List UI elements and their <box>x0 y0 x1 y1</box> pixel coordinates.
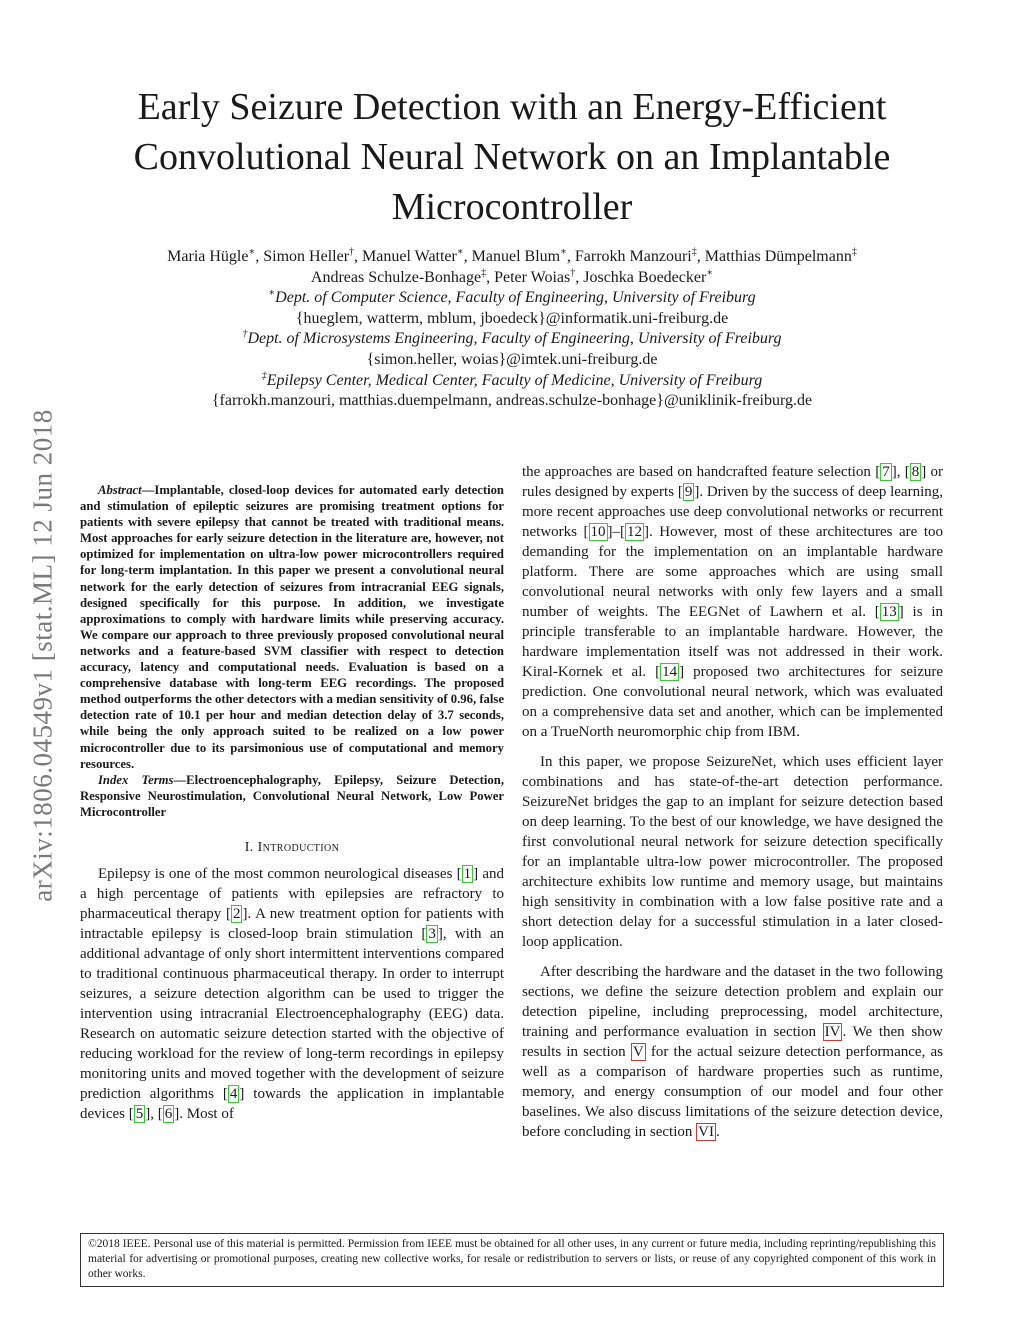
citation-link[interactable]: 7 <box>882 464 890 480</box>
citation-link[interactable]: 8 <box>911 464 920 480</box>
citation-link[interactable]: 4 <box>229 1085 238 1102</box>
copyright-notice: ©2018 IEEE. Personal use of this material is permitted. Permission from IEEE must be obtained for all other uses, in any current or future media, including reprinting/republishing this material for advertising or promotional purposes, creating new collective works, for resale or redistribution to servers or lists, or reuse of any copyrighted component of this work in other works. <box>80 1233 944 1287</box>
author: Manuel Watter∗ <box>362 246 464 265</box>
affiliation: ∗Dept. of Computer Science, Faculty of Engineering, University of Freiburg <box>268 287 756 307</box>
citation-link[interactable]: 6 <box>164 1105 173 1122</box>
arxiv-stamp <box>18 350 68 960</box>
citation-link[interactable]: 9 <box>684 484 693 500</box>
affiliation: †Dept. of Microsystems Engineering, Faculty of Engineering, University of Freiburg <box>242 329 782 348</box>
affiliation-emails: {simon.heller, woias}@imtek.uni-freiburg.de <box>366 350 658 368</box>
left-column <box>80 482 504 1124</box>
right-column <box>522 462 943 1142</box>
citation-link[interactable]: 5 <box>135 1105 144 1122</box>
author: Andreas Schulze-Bonhage‡ <box>310 267 487 286</box>
author: Maria Hügle∗ <box>167 246 256 265</box>
citation-link[interactable]: 13 <box>881 604 897 620</box>
author-block <box>80 247 944 412</box>
citation-link[interactable]: 1 <box>463 865 472 882</box>
arxiv-id: arXiv:1806.04549v1 [stat.ML] 12 Jun 2018 <box>27 408 58 902</box>
citation-link[interactable]: 10 <box>590 524 606 540</box>
citation-link[interactable]: 3 <box>428 925 436 942</box>
intro-paragraph: Epilepsy is one of the most common neurological diseases [ 1 ] and a high percentage of patients with epilepsies are refractory to pharmaceutical therapy [ 2 ]. A new treatment option for patients with intractable epilepsy is closed-loop brain stimulation [ 3 ], with an additional advantage of only short intermittent interventions compared to traditional continuous pharmaceutical therapy. In order to interrupt seizures, a seizure detection algorithm can be used to trigger the intervention using intracranial Electroencephalography (EEG) data. Research on automatic seizure detection started with the objective of reducing workload for the review of long-term recordings in epilepsy monitoring units and moved together with the development of seizure prediction algorithms [ 4 ] towards the application in implantable devices [ 5 ], [ 6 ]. Most of <box>80 865 505 1122</box>
author: Peter Woias† <box>494 267 576 286</box>
author: Manuel Blum∗ <box>471 246 567 265</box>
section-heading: I. Introduction <box>244 839 340 855</box>
citation-link[interactable]: 14 <box>662 664 678 680</box>
index-terms: Index Terms—Electroencephalography, Epilepsy, Seizure Detection, Responsive Neurostimulation, Convolutional Neural Network, Low Power Microcontroller <box>80 772 504 819</box>
affiliation-emails: {hueglem, watterm, mblum, jboedeck}@informatik.uni-freiburg.de <box>295 309 729 327</box>
author: Joschka Boedecker∗ <box>583 267 714 286</box>
author-line-2: Andreas Schulze-Bonhage‡, Peter Woias†, Joschka Boedecker∗ <box>310 267 714 286</box>
citation-link[interactable]: 2 <box>232 905 241 922</box>
paper-title: Early Seizure Detection with an Energy-Efficient Convolutional Neural Network on an Implantable Microcontroller <box>133 86 891 228</box>
body-paragraph: In this paper, we propose SeizureNet, which uses efficient layer combinations and has state-of-the-art detection performance. SeizureNet bridges the gap to an implant for seizure detection based on deep learning. To the best of our knowledge, we have designed the first convolutional neural network for seizure detection specifically for an implantable ultra-low power microcontroller. The proposed architecture exhibits low runtime and memory usage, but maintains high sensitivity in combination with a low false positive rate and a short detection delay for a successful stimulation in a later closed-loop application. <box>522 754 943 950</box>
affiliation-emails: {farrokh.manzouri, matthias.duempelmann, andreas.schulze-bonhage}@uniklinik-freiburg.de <box>211 392 813 410</box>
abstract: Abstract—Implantable, closed-loop devices for automated early detection and stimulation of epileptic seizures are promising treatment options for patients with severe epilepsy that cannot be treated with traditional means. Most approaches for early seizure detection in the literature are, however, not optimized for implementation on ultra-low power microcontrollers required for long-term implantation. In this paper we present a convolutional neural network for the early detection of seizures from intracranial EEG signals, designed specifically for this purpose. In addition, we investigate approximations to comply with hardware limits while preserving accuracy. We compare our approach to three previously proposed convolutional neural networks and a feature-based SVM classifier with respect to detection accuracy, latency and computational needs. Evaluation is based on a comprehensive database with long-term EEG recordings. The proposed method outperforms the other detectors with a median sensitivity of 0.96, false detection rate of 10.1 per hour and median detection delay of 3.7 seconds, while being the only approach suited to be realized on a low power microcontroller due to its parsimonious use of computational and memory resources. <box>80 483 504 771</box>
section-link[interactable]: VI <box>698 1124 714 1140</box>
body-paragraph: the approaches are based on handcrafted feature selection [ 7 ], [ 8 ] or rules designed by experts [ 9 ]. Driven by the success of deep learning, more recent approaches use deep convolutional networks or recurrent networks [ 10 ]–[ 12 ]. However, most of these architectures are too demanding for the implementation on an implantable hardware platform. There are some approaches which are using small convolutional neural networks with only few layers and a small number of weights. The EEGNet of Lawhern et al. [ 13 ] is in principle transferable to an implantable hardware. However, the hardware implementation itself was not addressed in their work. Kiral-Kornek et al. [ 14 ] proposed two architectures for seizure prediction. One convolutional neural network, which was evaluated on a comprehensive data set and another, which can be implemented on a TrueNorth neuromorphic chip from IBM. <box>522 464 944 740</box>
section-link[interactable]: V <box>632 1044 644 1060</box>
section-link[interactable]: IV <box>824 1024 841 1040</box>
body-paragraph: After describing the hardware and the dataset in the two following sections, we define the seizure detection problem and explain our detection pipeline, including preprocessing, model architecture, training and performance evaluation in section IV . We then show results in section V for the actual seizure detection performance, as well as a comparison of hardware properties such as runtime, memory, and energy consumption of our model and four other baselines. We also discuss limitations of the seizure detection device, before concluding in section VI . <box>522 964 943 1140</box>
author: Farrokh Manzouri‡ <box>574 246 697 265</box>
citation-link[interactable]: 12 <box>627 524 642 540</box>
author: Simon Heller† <box>263 246 355 265</box>
author: Matthias Dümpelmann‡ <box>704 246 857 265</box>
affiliation: ‡Epilepsy Center, Medical Center, Faculty of Medicine, University of Freiburg <box>261 370 763 389</box>
author-line-1: Maria Hügle∗, Simon Heller†, Manuel Watter∗, Manuel Blum∗, Farrokh Manzouri‡, Matthias Dümpelmann‡ <box>167 246 857 265</box>
